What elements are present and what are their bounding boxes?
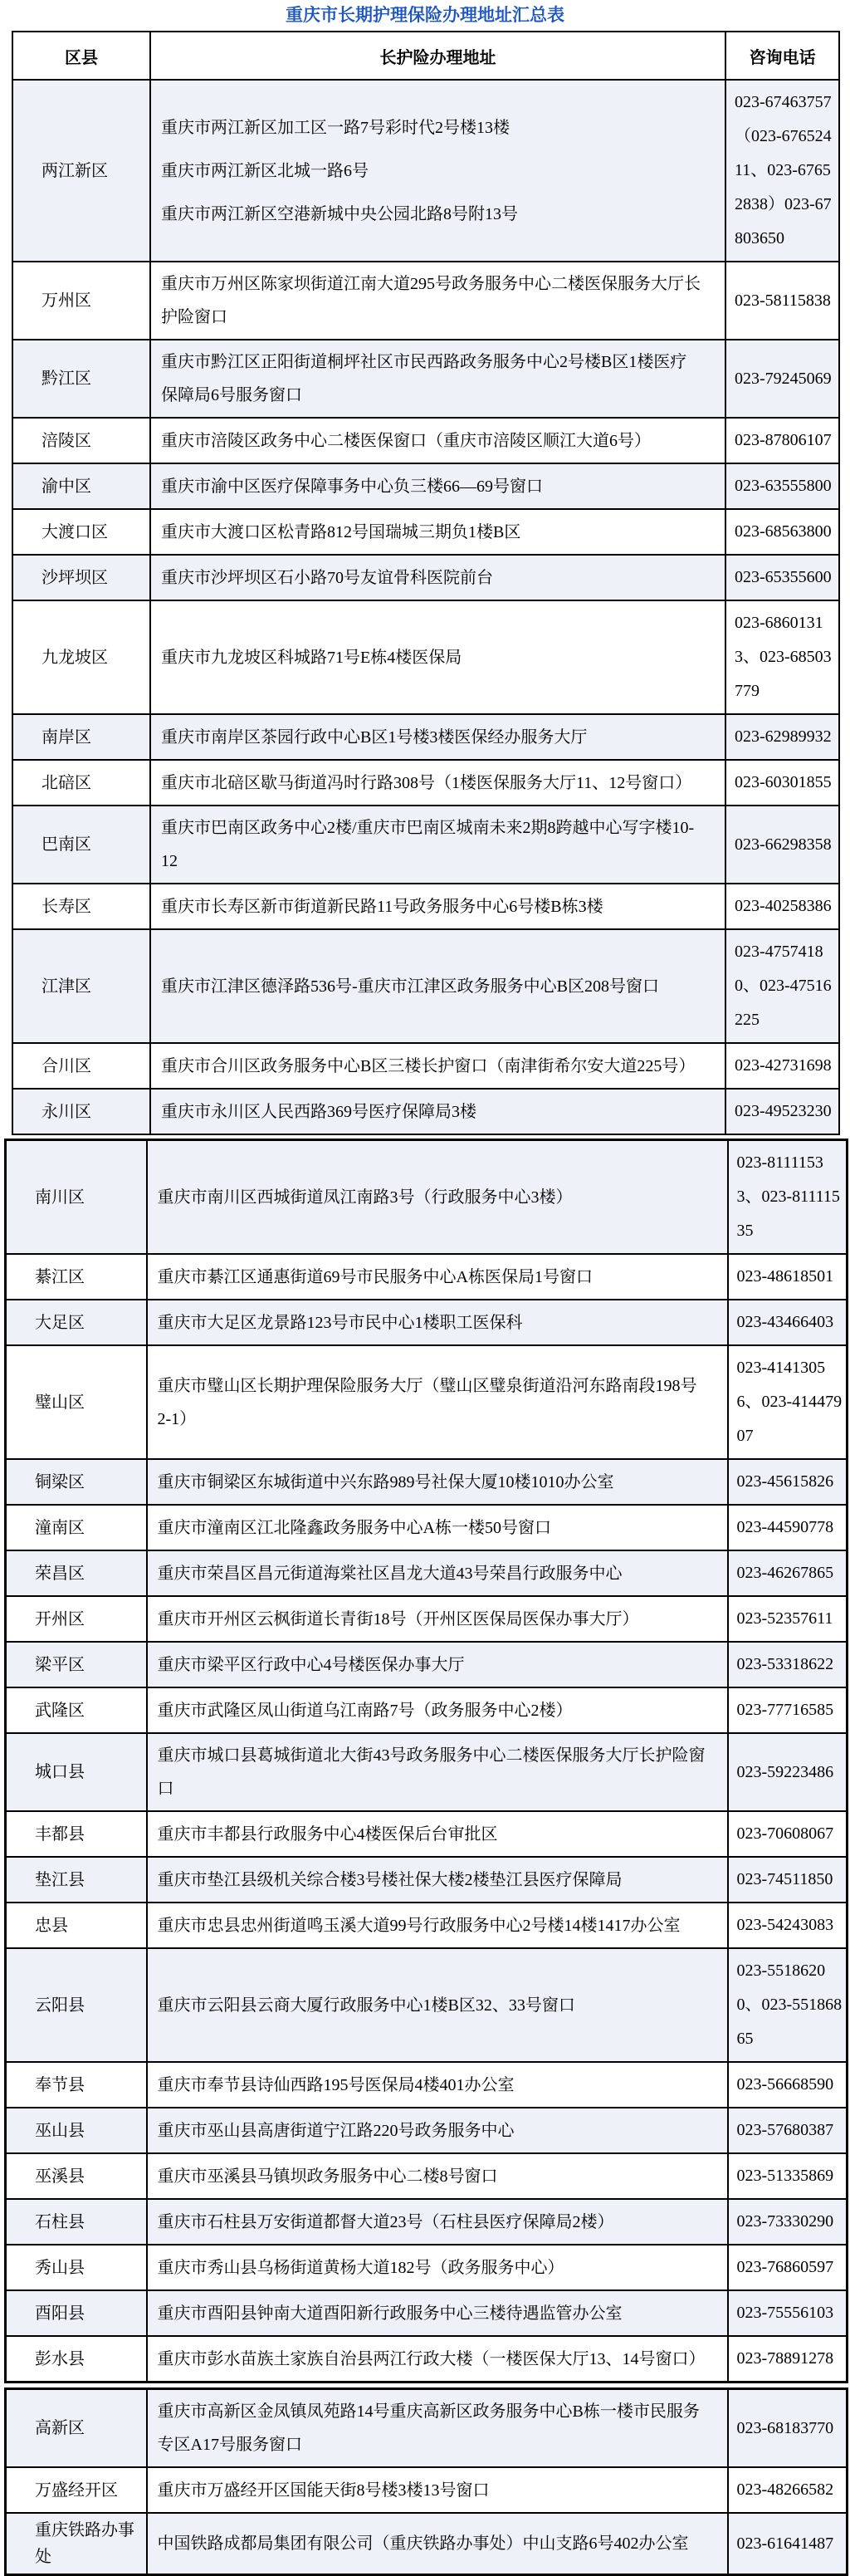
district-cell: 巫溪县 <box>6 2153 147 2199</box>
district-cell: 大渡口区 <box>12 509 150 555</box>
column-header-3: 咨询电话 <box>725 32 839 80</box>
address-line: 重庆市两江新区北城一路6号 <box>161 161 369 180</box>
address-line: 重庆市万盛经开区国能天街8号楼3楼13号窗口 <box>157 2481 490 2500</box>
table-row <box>6 1345 848 1459</box>
district-cell: 铜梁区 <box>6 1459 147 1505</box>
phone-cell: 023-60301855 <box>725 760 839 806</box>
table-row <box>12 600 839 714</box>
phone-cell: 023-53318622 <box>728 1642 848 1687</box>
address-line: 重庆市巫山县高唐街道宁江路220号政务服务中心 <box>157 2121 515 2140</box>
address-line: 重庆市巴南区政务中心2楼/重庆市巴南区城南未来2期8跨越中心写字楼10-12 <box>161 819 695 871</box>
district-cell: 梁平区 <box>6 1642 147 1687</box>
address-line: 重庆市铜梁区东城街道中兴东路989号社保大厦10楼1010办公室 <box>157 1472 614 1491</box>
address-line: 重庆市南岸区茶园行政中心B区1号楼3楼医保经办服务大厅 <box>161 727 588 747</box>
table-row <box>6 1903 848 1948</box>
phone-cell: 023-73330290 <box>728 2199 848 2245</box>
phone-cell: 023-87806107 <box>725 418 839 463</box>
district-cell: 石柱县 <box>6 2199 147 2245</box>
address-cell <box>150 555 725 600</box>
address-cell <box>147 1903 728 1948</box>
address-line: 重庆市云阳县云商大厦行政服务中心1楼B区32、33号窗口 <box>157 1996 575 2015</box>
district-cell: 忠县 <box>6 1903 147 1948</box>
address-cell <box>147 1948 728 2062</box>
address-line: 重庆市石柱县万安街道都督大道23号（石柱县医疗保障局2楼） <box>157 2212 614 2231</box>
address-line: 重庆市涪陵区政务中心二楼医保窗口（重庆市涪陵区顺江大道6号） <box>161 431 651 450</box>
address-cell <box>147 1642 728 1687</box>
phone-cell: 023-58115838 <box>725 262 839 340</box>
phone-cell: 023-55186200、023-55186865 <box>728 1948 848 2062</box>
phone-cell: 023-76860597 <box>728 2245 848 2290</box>
page-title: 重庆市长期护理保险办理地址汇总表 <box>286 5 564 25</box>
table-row <box>6 2199 848 2245</box>
table-row <box>6 1596 848 1642</box>
address-line: 重庆市大渡口区松青路812号国瑞城三期负1楼B区 <box>161 522 521 541</box>
address-line: 重庆市荣昌区昌元街道海棠社区昌龙大道43号荣昌行政服务中心 <box>157 1564 623 1583</box>
district-cell: 大足区 <box>6 1300 147 1345</box>
phone-cell: 023-42731698 <box>725 1043 839 1089</box>
phone-cell: 023-81111533、023-81111535 <box>728 1140 848 1255</box>
phone-cell: 023-68183770 <box>728 2389 848 2468</box>
district-cell: 涪陵区 <box>12 418 150 463</box>
address-line: 重庆市合川区政务服务中心B区三楼长护窗口（南津街希尔安大道225号） <box>161 1056 696 1075</box>
phone-cell: 023-65355600 <box>725 555 839 600</box>
table-row <box>12 555 839 600</box>
address-cell <box>150 714 725 760</box>
address-cell <box>147 2336 728 2383</box>
district-cell: 武隆区 <box>6 1687 147 1733</box>
table-row <box>6 2467 848 2513</box>
address-line: 重庆市丰都县行政服务中心4楼医保后台审批区 <box>157 1824 498 1844</box>
address-line: 重庆市梁平区行政中心4号楼医保办事大厅 <box>157 1655 465 1674</box>
district-cell: 南岸区 <box>12 714 150 760</box>
address-cell <box>147 1811 728 1857</box>
table-row <box>12 340 839 418</box>
table-row <box>6 1642 848 1687</box>
address-cell <box>147 1857 728 1903</box>
phone-cell: 023-70608067 <box>728 1811 848 1857</box>
phone-cell: 023-40258386 <box>725 884 839 929</box>
district-cell: 两江新区 <box>12 80 150 262</box>
district-cell: 合川区 <box>12 1043 150 1089</box>
phone-cell: 023-59223486 <box>728 1733 848 1811</box>
address-table-block-1 <box>12 31 840 1135</box>
table-row <box>6 2513 848 2575</box>
district-cell: 綦江区 <box>6 1254 147 1300</box>
district-cell: 荣昌区 <box>6 1550 147 1596</box>
address-cell <box>150 80 725 262</box>
address-cell <box>150 884 725 929</box>
phone-cell: 023-44590778 <box>728 1505 848 1550</box>
phone-cell: 023-48618501 <box>728 1254 848 1300</box>
table-row <box>6 1459 848 1505</box>
address-line: 重庆市两江新区加工区一路7号彩时代2号楼13楼 <box>161 118 510 137</box>
address-cell <box>147 2062 728 2108</box>
phone-cell: 023-47574180、023-47516225 <box>725 929 839 1043</box>
table-row <box>12 262 839 340</box>
district-cell: 奉节县 <box>6 2062 147 2108</box>
address-line: 重庆市北碚区歇马街道冯时行路308号（1楼医保服务大厅11、12号窗口） <box>161 773 692 792</box>
address-line: 重庆市大足区龙景路123号市民中心1楼职工医保科 <box>157 1313 523 1332</box>
column-header-1: 区县 <box>12 32 150 80</box>
phone-cell: 023-67463757（023-67652411、023-67652838）023-67803650 <box>725 80 839 262</box>
address-cell <box>147 2389 728 2468</box>
district-cell: 江津区 <box>12 929 150 1043</box>
table-row <box>6 2108 848 2153</box>
address-cell <box>147 1345 728 1459</box>
address-table-block-3 <box>4 2387 848 2576</box>
address-cell <box>147 2153 728 2199</box>
column-header-2: 长护险办理地址 <box>150 32 725 80</box>
address-cell <box>147 2513 728 2575</box>
district-cell: 丰都县 <box>6 1811 147 1857</box>
phone-cell: 023-54243083 <box>728 1903 848 1948</box>
phone-cell: 023-77716585 <box>728 1687 848 1733</box>
address-cell <box>147 1596 728 1642</box>
address-cell <box>147 2290 728 2336</box>
address-line: 重庆市璧山区长期护理保险服务大厅（璧山区璧泉街道沿河东路南段198号2-1） <box>157 1376 697 1428</box>
address-cell <box>147 1140 728 1255</box>
phone-cell: 023-78891278 <box>728 2336 848 2383</box>
address-cell <box>147 2108 728 2153</box>
table-row <box>6 1811 848 1857</box>
phone-cell: 023-48266582 <box>728 2467 848 2513</box>
district-cell: 潼南区 <box>6 1505 147 1550</box>
address-line: 重庆市垫江县级机关综合楼3号楼社保大楼2楼垫江县医疗保障局 <box>157 1870 623 1889</box>
district-cell: 璧山区 <box>6 1345 147 1459</box>
table-row <box>6 1550 848 1596</box>
address-cell <box>147 2245 728 2290</box>
table-row <box>6 1857 848 1903</box>
address-cell <box>150 1089 725 1134</box>
address-line: 重庆市两江新区空港新城中央公园北路8号附13号 <box>161 204 518 223</box>
district-cell: 巫山县 <box>6 2108 147 2153</box>
phone-cell: 023-57680387 <box>728 2108 848 2153</box>
table-row <box>12 806 839 884</box>
table-row <box>6 2290 848 2336</box>
address-line: 重庆市沙坪坝区石小路70号友谊骨科医院前台 <box>161 568 493 587</box>
address-cell <box>147 1459 728 1505</box>
district-cell: 高新区 <box>6 2389 147 2468</box>
address-cell <box>150 600 725 714</box>
district-cell: 城口县 <box>6 1733 147 1811</box>
district-cell: 云阳县 <box>6 1948 147 2062</box>
district-cell: 秀山县 <box>6 2245 147 2290</box>
phone-cell: 023-52357611 <box>728 1596 848 1642</box>
address-line: 重庆市渝中区医疗保障事务中心负三楼66—69号窗口 <box>161 477 543 496</box>
table-row <box>6 2336 848 2383</box>
district-cell: 南川区 <box>6 1140 147 1255</box>
phone-cell: 023-56668590 <box>728 2062 848 2108</box>
district-cell: 北碚区 <box>12 760 150 806</box>
table-row <box>12 463 839 509</box>
address-line: 重庆市忠县忠州街道鸣玉溪大道99号行政服务中心2号楼14楼1417办公室 <box>157 1916 681 1935</box>
address-line: 重庆市武隆区凤山街道乌江南路7号（政务服务中心2楼） <box>157 1701 573 1720</box>
table-row <box>6 1687 848 1733</box>
table-row <box>6 1140 848 1255</box>
district-cell: 长寿区 <box>12 884 150 929</box>
table-row <box>12 509 839 555</box>
address-line: 重庆市彭水苗族土家族自治县两江行政大楼（一楼医保大厅13、14号窗口） <box>157 2349 706 2368</box>
phone-cell: 023-46267865 <box>728 1550 848 1596</box>
table-row <box>12 1043 839 1089</box>
district-cell: 开州区 <box>6 1596 147 1642</box>
address-line: 重庆市长寿区新市街道新民路11号政务服务中心6号楼B栋3楼 <box>161 897 603 916</box>
table-row <box>6 2062 848 2108</box>
address-cell <box>147 2199 728 2245</box>
table-row <box>6 2245 848 2290</box>
district-cell: 黔江区 <box>12 340 150 418</box>
phone-cell: 023-63555800 <box>725 463 839 509</box>
address-cell <box>150 929 725 1043</box>
address-cell <box>147 2467 728 2513</box>
phone-cell: 023-75556103 <box>728 2290 848 2336</box>
phone-cell: 023-74511850 <box>728 1857 848 1903</box>
phone-cell: 023-62989932 <box>725 714 839 760</box>
table-row <box>6 1254 848 1300</box>
table-row <box>12 418 839 463</box>
phone-cell: 023-51335869 <box>728 2153 848 2199</box>
table-row <box>12 714 839 760</box>
phone-cell: 023-66298358 <box>725 806 839 884</box>
district-cell: 九龙坡区 <box>12 600 150 714</box>
table-row <box>6 1733 848 1811</box>
address-line: 重庆市潼南区江北隆鑫政务服务中心A栋一楼50号窗口 <box>157 1518 551 1537</box>
address-cell <box>150 262 725 340</box>
address-line: 重庆市开州区云枫街道长青街18号（开州区医保局医保办事大厅） <box>157 1609 639 1628</box>
district-cell: 万州区 <box>12 262 150 340</box>
address-cell <box>150 463 725 509</box>
address-cell <box>150 760 725 806</box>
header-row <box>12 32 839 80</box>
address-cell <box>147 1254 728 1300</box>
district-cell: 重庆铁路办事处 <box>6 2513 147 2575</box>
address-line: 重庆市秀山县乌杨街道黄杨大道182号（政务服务中心） <box>157 2258 564 2277</box>
phone-cell: 023-49523230 <box>725 1089 839 1134</box>
table-row <box>6 2153 848 2199</box>
address-line: 重庆市綦江区通惠街道69号市民服务中心A栋医保局1号窗口 <box>157 1267 593 1286</box>
address-line: 重庆市南川区西城街道凤江南路3号（行政服务中心3楼） <box>157 1188 573 1207</box>
phone-cell: 023-43466403 <box>728 1300 848 1345</box>
address-line: 重庆市酉阳县钟南大道酉阳新行政服务中心三楼待遇监管办公室 <box>157 2304 623 2323</box>
phone-cell: 023-45615826 <box>728 1459 848 1505</box>
address-line: 重庆市万州区陈家坝街道江南大道295号政务服务中心二楼医保服务大厅长护险窗口 <box>161 275 701 327</box>
address-cell <box>150 806 725 884</box>
table-row <box>12 929 839 1043</box>
table-row <box>12 884 839 929</box>
address-line: 重庆市巫溪县马镇坝政务服务中心二楼8号窗口 <box>157 2167 498 2186</box>
address-cell <box>147 1550 728 1596</box>
address-cell <box>150 509 725 555</box>
table-row <box>12 1089 839 1134</box>
address-line: 重庆市永川区人民西路369号医疗保障局3楼 <box>161 1102 476 1121</box>
table-row <box>6 2389 848 2468</box>
address-line: 重庆市奉节县诗仙西路195号医保局4楼401办公室 <box>157 2075 515 2094</box>
district-cell: 酉阳县 <box>6 2290 147 2336</box>
address-cell <box>150 418 725 463</box>
table-row <box>12 80 839 262</box>
address-line: 重庆市江津区德泽路536号-重庆市江津区政务服务中心B区208号窗口 <box>161 977 659 996</box>
address-cell <box>150 340 725 418</box>
district-cell: 垫江县 <box>6 1857 147 1903</box>
address-cell <box>147 1733 728 1811</box>
address-line: 重庆市黔江区正阳街道桐坪社区市民西路政务服务中心2号楼B区1楼医疗保障局6号服务窗口 <box>161 353 687 405</box>
address-cell <box>150 1043 725 1089</box>
address-cell <box>147 1300 728 1345</box>
district-cell: 巴南区 <box>12 806 150 884</box>
phone-cell: 023-41413056、023-41447907 <box>728 1345 848 1459</box>
table-row <box>6 1505 848 1550</box>
district-cell: 彭水县 <box>6 2336 147 2383</box>
district-cell: 永川区 <box>12 1089 150 1134</box>
table-row <box>6 1948 848 2062</box>
district-cell: 沙坪坝区 <box>12 555 150 600</box>
phone-cell: 023-61641487 <box>728 2513 848 2575</box>
phone-cell: 023-68563800 <box>725 509 839 555</box>
tables-container <box>0 31 850 2576</box>
address-line: 重庆市九龙坡区科城路71号E栋4楼医保局 <box>161 648 462 667</box>
address-cell <box>147 1505 728 1550</box>
district-cell: 万盛经开区 <box>6 2467 147 2513</box>
table-row <box>12 760 839 806</box>
address-cell <box>147 1687 728 1733</box>
district-cell: 渝中区 <box>12 463 150 509</box>
address-line: 中国铁路成都局集团有限公司（重庆铁路办事处）中山支路6号402办公室 <box>157 2534 689 2554</box>
address-line: 重庆市高新区金凤镇凤苑路14号重庆高新区政务服务中心B栋一楼市民服务专区A17号服务窗口 <box>157 2402 700 2455</box>
phone-cell: 023-79245069 <box>725 340 839 418</box>
address-table-block-2 <box>4 1139 848 2383</box>
address-line: 重庆市城口县葛城街道北大街43号政务服务中心二楼医保服务大厅长护险窗口 <box>157 1746 706 1799</box>
phone-cell: 023-68601313、023-68503779 <box>725 600 839 714</box>
table-row <box>6 1300 848 1345</box>
